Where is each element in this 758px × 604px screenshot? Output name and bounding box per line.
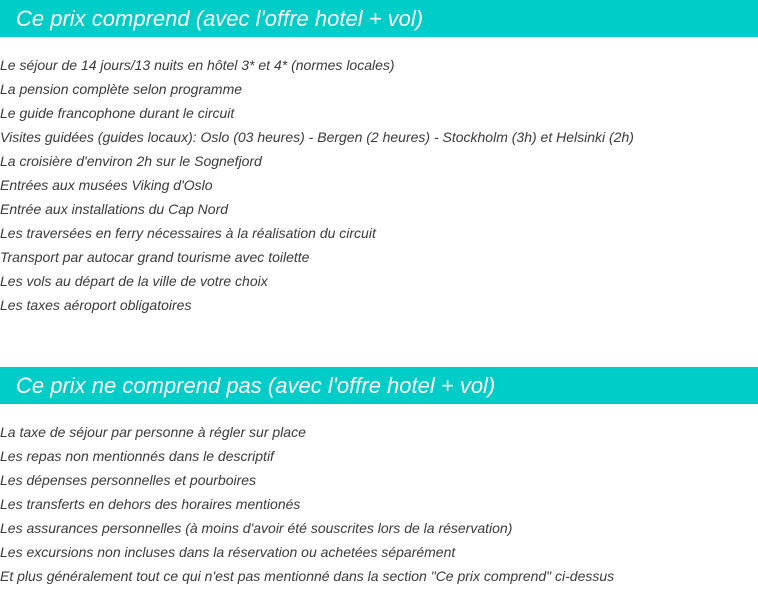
list-item: Les vols au départ de la ville de votre choix xyxy=(0,273,268,289)
list-item: Les assurances personnelles (à moins d'avoir été souscrites lors de la réservation) xyxy=(0,520,513,536)
list-item: Entrées aux musées Viking d'Oslo xyxy=(0,177,213,193)
excluded-section-title: Ce prix ne comprend pas (avec l'offre hotel + vol) xyxy=(16,373,496,398)
included-list xyxy=(0,53,634,317)
list-item: Les taxes aéroport obligatoires xyxy=(0,297,192,313)
list-item: Transport par autocar grand tourisme avec toilette xyxy=(0,249,310,265)
list-item: Et plus généralement tout ce qui n'est pas mentionné dans la section "Ce prix comprend" ci-dessus xyxy=(0,568,615,584)
list-item: Les excursions non incluses dans la réservation ou achetées séparément xyxy=(0,544,456,560)
list-item: La taxe de séjour par personne à régler sur place xyxy=(0,424,306,440)
included-section-title: Ce prix comprend (avec l'offre hotel + vol) xyxy=(16,6,424,31)
included-section-header xyxy=(0,0,758,37)
list-item: Le séjour de 14 jours/13 nuits en hôtel 3* et 4* (normes locales) xyxy=(0,57,395,73)
list-item: Le guide francophone durant le circuit xyxy=(0,105,235,121)
list-item: Les dépenses personnelles et pourboires xyxy=(0,472,257,488)
list-item: Entrée aux installations du Cap Nord xyxy=(0,201,229,217)
list-item: La pension complète selon programme xyxy=(0,81,243,97)
list-item: Les repas non mentionnés dans le descriptif xyxy=(0,448,274,464)
list-item: Visites guidées (guides locaux): Oslo (03 heures) - Bergen (2 heures) - Stockholm (3h) et Helsinki (2h) xyxy=(0,129,634,145)
excluded-section-header xyxy=(0,367,758,404)
list-item: Les traversées en ferry nécessaires à la réalisation du circuit xyxy=(0,225,376,241)
list-item: Les transferts en dehors des horaires mentionés xyxy=(0,496,301,512)
excluded-list xyxy=(0,420,614,588)
list-item: La croisière d'environ 2h sur le Sognefjord xyxy=(0,153,262,169)
